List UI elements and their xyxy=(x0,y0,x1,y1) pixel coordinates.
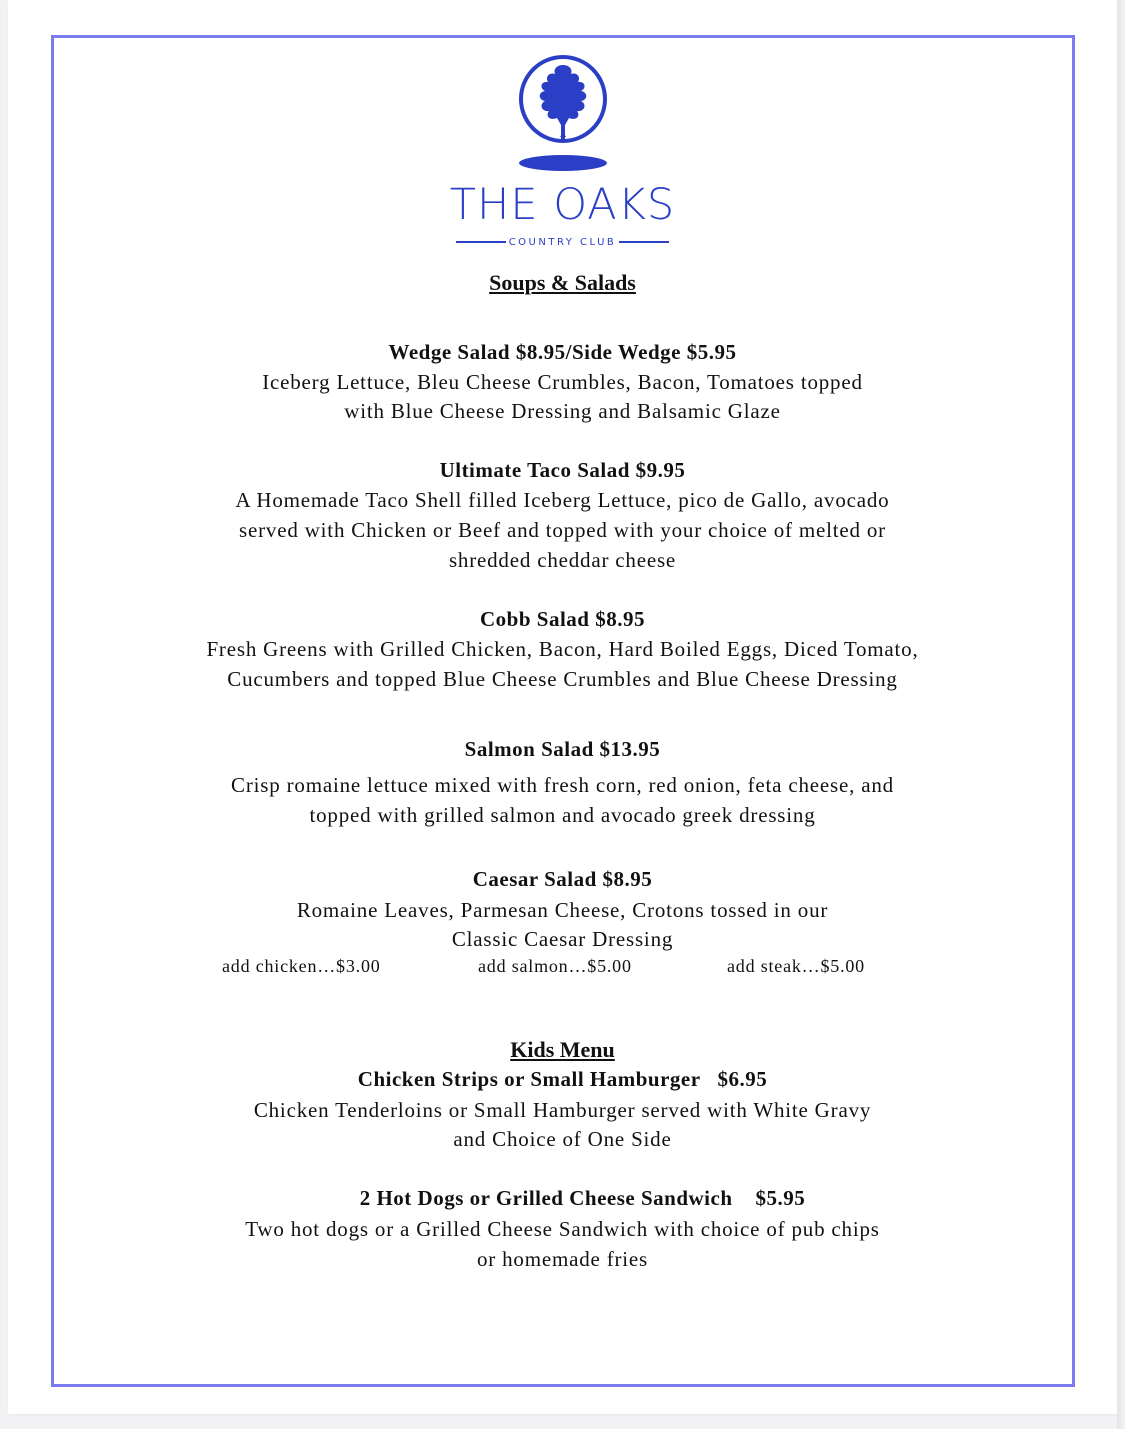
menu-item-title: Ultimate Taco Salad $9.95 xyxy=(439,458,686,482)
section-title-kids-menu: Kids Menu xyxy=(510,1037,615,1062)
menu-item-title: Wedge Salad $8.95/Side Wedge $5.95 xyxy=(388,340,737,364)
menu-item-title: Chicken Strips or Small Hamburger $6.95 xyxy=(357,1067,768,1091)
oak-leaf-icon xyxy=(513,55,613,175)
menu-item-description: or homemade fries xyxy=(476,1247,649,1271)
menu-item-description: and Choice of One Side xyxy=(453,1127,672,1151)
menu-item-title: Salmon Salad $13.95 xyxy=(464,737,661,761)
menu-item-title: Cobb Salad $8.95 xyxy=(480,607,645,631)
menu-item-description: Classic Caesar Dressing xyxy=(451,927,674,951)
menu-item-description: shredded cheddar cheese xyxy=(448,548,677,572)
brand-subtitle-text: COUNTRY CLUB xyxy=(508,237,617,248)
menu-item-title: 2 Hot Dogs or Grilled Cheese Sandwich $5.95 xyxy=(359,1186,806,1210)
brand-name: THE OAKS xyxy=(449,180,676,230)
menu-item-description: Iceberg Lettuce, Bleu Cheese Crumbles, Bacon, Tomatoes topped xyxy=(262,370,863,394)
menu-item-description: with Blue Cheese Dressing and Balsamic Glaze xyxy=(344,399,781,423)
subtitle-rule-right xyxy=(619,241,669,243)
menu-item-description: topped with grilled salmon and avocado greek dressing xyxy=(309,803,816,827)
menu-item-title: Caesar Salad $8.95 xyxy=(472,867,653,891)
addon-options xyxy=(0,956,1125,980)
addon-salmon: add salmon…$5.00 xyxy=(478,956,632,976)
section-title-soups-salads: Soups & Salads xyxy=(489,270,636,295)
menu-item-description: Chicken Tenderloins or Small Hamburger served with White Gravy xyxy=(253,1098,872,1122)
menu-item-description: Cucumbers and topped Blue Cheese Crumbles and Blue Cheese Dressing xyxy=(227,667,898,691)
menu-item-description: served with Chicken or Beef and topped with your choice of melted or xyxy=(239,518,886,542)
addon-steak: add steak…$5.00 xyxy=(727,956,865,976)
addon-chicken: add chicken…$3.00 xyxy=(222,956,381,976)
subtitle-rule-left xyxy=(456,241,506,243)
menu-item-description: A Homemade Taco Shell filled Iceberg Lettuce, pico de Gallo, avocado xyxy=(235,488,890,512)
menu-item-description: Fresh Greens with Grilled Chicken, Bacon, Hard Boiled Eggs, Diced Tomato, xyxy=(206,637,919,661)
menu-item-description: Romaine Leaves, Parmesan Cheese, Crotons tossed in our xyxy=(296,898,829,922)
menu-item-description: Two hot dogs or a Grilled Cheese Sandwich with choice of pub chips xyxy=(245,1217,880,1241)
brand-subtitle xyxy=(0,236,1125,250)
menu-item-description: Crisp romaine lettuce mixed with fresh corn, red onion, feta cheese, and xyxy=(231,773,894,797)
